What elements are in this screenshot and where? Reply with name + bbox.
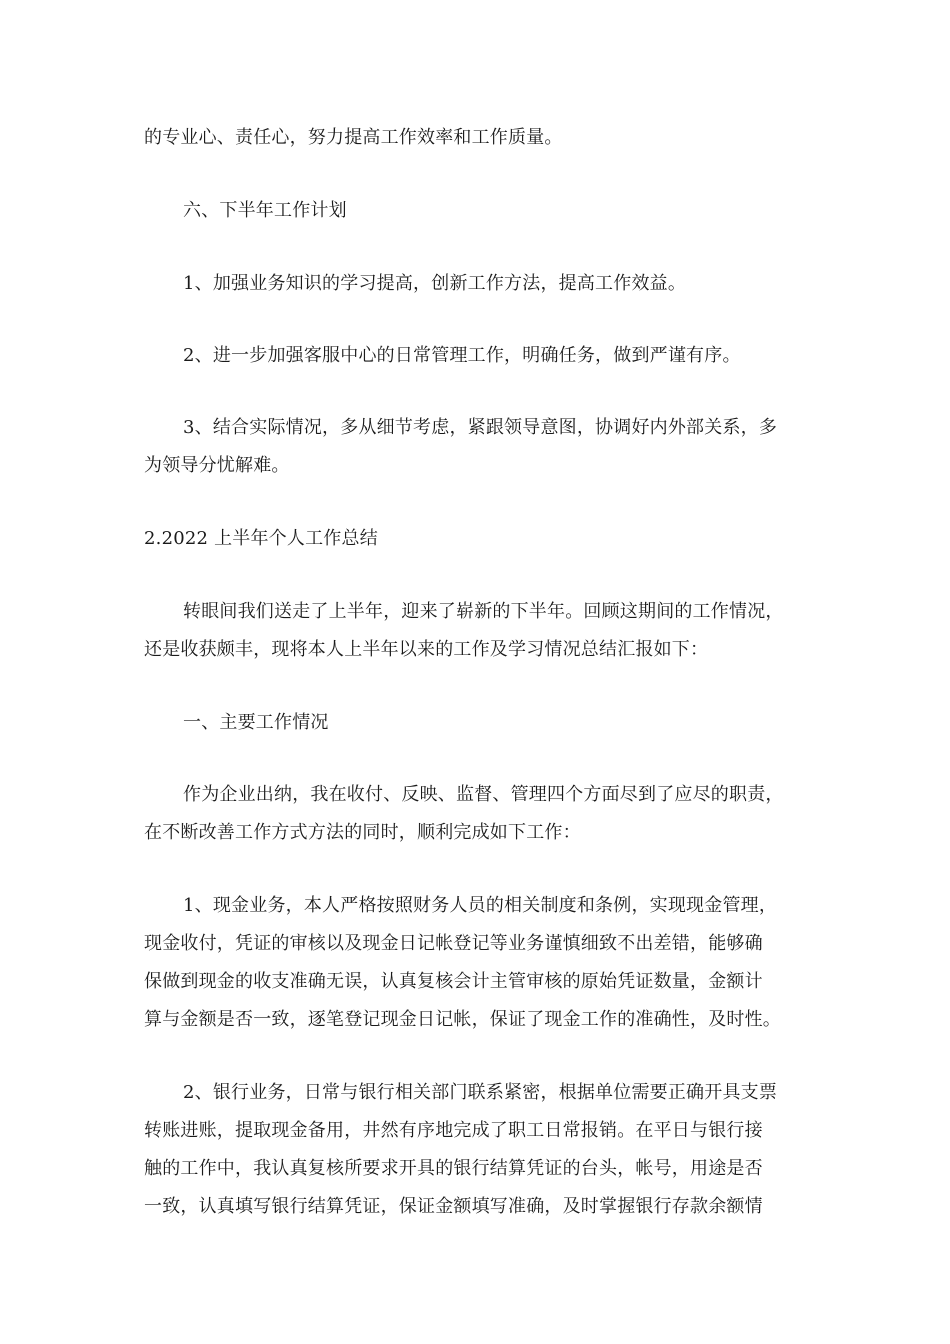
paragraph-line: 为领导分忧解难。 (144, 455, 290, 476)
paragraph-line: 现金收付，凭证的审核以及现金日记帐登记等业务谨慎细致不出差错，能够确 (144, 933, 763, 954)
list-item: 3、结合实际情况，多从细节考虑，紧跟领导意图，协调好内外部关系，多 (183, 417, 778, 438)
paragraph-line: 还是收获颇丰，现将本人上半年以来的工作及学习情况总结汇报如下： (144, 639, 709, 660)
section-heading: 六、下半年工作计划 (183, 200, 347, 221)
list-item: 1、现金业务，本人严格按照财务人员的相关制度和条例，实现现金管理， (183, 895, 778, 916)
list-item: 2、进一步加强客服中心的日常管理工作，明确任务，做到严谨有序。 (183, 345, 741, 366)
list-item: 2、银行业务，日常与银行相关部门联系紧密，根据单位需要正确开具支票 (183, 1082, 778, 1103)
paragraph-line: 转账进账，提取现金备用，井然有序地完成了职工日常报销。在平日与银行接 (144, 1120, 763, 1141)
document-title: 2.2022 上半年个人工作总结 (144, 528, 378, 549)
paragraph-line: 作为企业出纳，我在收付、反映、监督、管理四个方面尽到了应尽的职责， (183, 784, 784, 805)
paragraph-line: 的专业心、责任心，努力提高工作效率和工作质量。 (144, 127, 563, 148)
paragraph-line: 在不断改善工作方式方法的同时，顺利完成如下工作： (144, 822, 581, 843)
list-item: 1、加强业务知识的学习提高，创新工作方法，提高工作效益。 (183, 273, 687, 294)
paragraph-line: 算与金额是否一致，逐笔登记现金日记帐，保证了现金工作的准确性，及时性。 (144, 1009, 781, 1030)
paragraph-line: 转眼间我们送走了上半年，迎来了崭新的下半年。回顾这期间的工作情况， (183, 601, 784, 622)
paragraph-line: 一致，认真填写银行结算凭证，保证金额填写准确，及时掌握银行存款余额情 (144, 1196, 763, 1217)
section-heading: 一、主要工作情况 (183, 712, 329, 733)
paragraph-line: 保做到现金的收支准确无误，认真复核会计主管审核的原始凭证数量，金额计 (144, 971, 763, 992)
paragraph-line: 触的工作中，我认真复核所要求开具的银行结算凭证的台头，帐号，用途是否 (144, 1158, 763, 1179)
